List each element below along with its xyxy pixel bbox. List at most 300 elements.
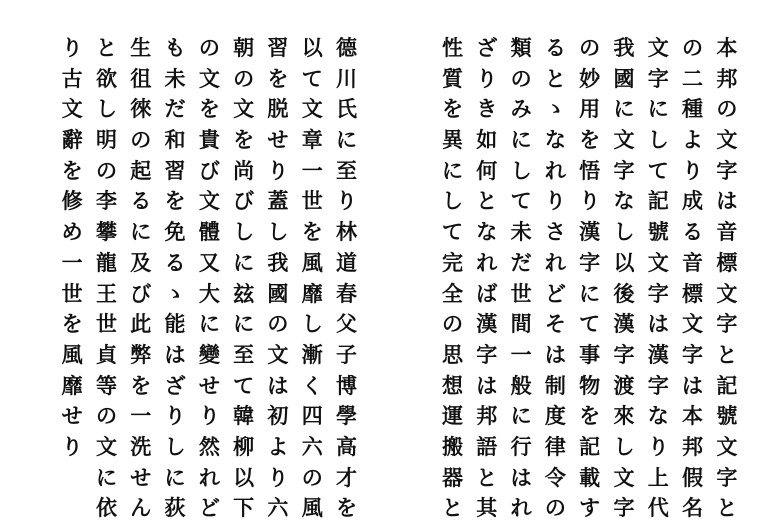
- character: 音: [716, 219, 738, 245]
- character: は: [164, 341, 186, 367]
- character: 等: [95, 372, 117, 398]
- character: に: [95, 464, 117, 490]
- character: を: [301, 219, 323, 245]
- character: に: [164, 464, 186, 490]
- character: 林: [336, 219, 358, 245]
- character: 古: [61, 65, 83, 91]
- character: も: [164, 35, 186, 60]
- character: 字: [647, 372, 669, 398]
- character: と: [716, 341, 738, 367]
- character: を: [579, 403, 601, 429]
- character: 文: [233, 96, 255, 122]
- character: 字: [682, 341, 704, 367]
- character: 風: [61, 341, 83, 367]
- character: に: [647, 96, 669, 122]
- character: し: [441, 188, 463, 214]
- character: の: [301, 464, 323, 490]
- character: め: [61, 219, 83, 245]
- character: 大: [198, 280, 220, 306]
- character: し: [613, 219, 635, 245]
- character: を: [61, 157, 83, 183]
- character: 妙: [579, 65, 601, 91]
- character: 文: [716, 280, 738, 306]
- character: 如: [476, 127, 498, 153]
- character: れ: [544, 249, 566, 275]
- character: 後: [613, 280, 635, 306]
- character: 邦: [476, 403, 498, 429]
- character: 辭: [61, 127, 83, 153]
- character: て: [647, 157, 669, 183]
- character: 以: [301, 35, 323, 60]
- character: 文: [198, 188, 220, 214]
- character: 名: [682, 495, 704, 521]
- character: 文: [613, 127, 635, 153]
- character: 未: [164, 65, 186, 91]
- character: る: [164, 249, 186, 275]
- character: れ: [544, 157, 566, 183]
- character: な: [613, 188, 635, 214]
- character: に: [336, 127, 358, 153]
- character: り: [336, 188, 358, 214]
- character: 邦: [716, 65, 738, 91]
- character: 脱: [267, 96, 289, 122]
- character: 二: [682, 65, 704, 91]
- character: の: [544, 495, 566, 521]
- character: と: [544, 65, 566, 91]
- character: 來: [613, 403, 635, 429]
- character: を: [233, 127, 255, 153]
- character: は: [544, 341, 566, 367]
- character: し: [301, 311, 323, 337]
- character: び: [233, 188, 255, 214]
- character: 文: [95, 433, 117, 459]
- character: り: [267, 157, 289, 183]
- character: く: [301, 372, 323, 398]
- character: 漢: [579, 219, 601, 245]
- text-column: [675, 33, 709, 524]
- character: 用: [579, 96, 601, 122]
- character: り: [61, 35, 83, 60]
- character: の: [716, 96, 738, 122]
- character: し: [613, 433, 635, 459]
- character: ど: [198, 495, 220, 521]
- character: を: [579, 127, 601, 153]
- character: 免: [164, 219, 186, 245]
- character: 物: [579, 372, 601, 398]
- character: な: [647, 403, 669, 429]
- character: 柳: [233, 433, 255, 459]
- character: 貴: [198, 127, 220, 153]
- character: は: [647, 311, 669, 337]
- character: 靡: [301, 280, 323, 306]
- character: 徂: [130, 65, 152, 91]
- character: 變: [198, 341, 220, 367]
- character: 下: [233, 495, 255, 521]
- character: 文: [647, 35, 669, 60]
- character: 一: [61, 249, 83, 275]
- character: の: [441, 311, 463, 337]
- character: を: [267, 65, 289, 91]
- text-column: [329, 33, 363, 524]
- character: 生: [130, 35, 152, 60]
- character: 初: [267, 403, 289, 429]
- character: 體: [198, 219, 220, 245]
- character: 記: [579, 433, 601, 459]
- text-column: [573, 33, 607, 524]
- character: は: [510, 464, 532, 490]
- character: み: [510, 96, 532, 122]
- character: せ: [198, 372, 220, 398]
- character: の: [130, 127, 152, 153]
- character: ざ: [164, 372, 186, 398]
- character: は: [716, 188, 738, 214]
- character: 未: [510, 219, 532, 245]
- character: 字: [613, 495, 635, 521]
- character: は: [267, 372, 289, 398]
- character: 文: [301, 96, 323, 122]
- character: よ: [267, 433, 289, 459]
- character: し: [95, 96, 117, 122]
- character: 徠: [130, 96, 152, 122]
- character: 才: [336, 464, 358, 490]
- character: 制: [544, 372, 566, 398]
- text-column: [504, 33, 538, 524]
- character: 全: [441, 280, 463, 306]
- character: 文: [647, 249, 669, 275]
- character: 六: [267, 495, 289, 521]
- character: の: [510, 65, 532, 91]
- character: ゝ: [164, 280, 186, 306]
- character: 度: [544, 403, 566, 429]
- character: 德: [336, 35, 358, 60]
- character: 運: [441, 403, 463, 429]
- character: 一: [130, 403, 152, 429]
- character: 字: [647, 65, 669, 91]
- text-column: [538, 33, 572, 524]
- character: 氏: [336, 96, 358, 122]
- character: を: [61, 311, 83, 337]
- character: に: [233, 249, 255, 275]
- character: 思: [441, 341, 463, 367]
- character: 器: [441, 464, 463, 490]
- character: に: [579, 280, 601, 306]
- character: 修: [61, 188, 83, 214]
- character: 號: [716, 403, 738, 429]
- character: 道: [336, 249, 358, 275]
- character: 李: [95, 188, 117, 214]
- character: 明: [95, 127, 117, 153]
- character: る: [544, 35, 566, 60]
- character: 類: [510, 35, 532, 60]
- character: の: [95, 403, 117, 429]
- text-column: [158, 33, 192, 524]
- character: 習: [267, 35, 289, 60]
- character: 貞: [95, 341, 117, 367]
- character: り: [647, 433, 669, 459]
- character: 世: [301, 188, 323, 214]
- character: 標: [682, 280, 704, 306]
- character: は: [476, 372, 498, 398]
- character: を: [130, 372, 152, 398]
- character: し: [164, 433, 186, 459]
- character: し: [510, 157, 532, 183]
- character: 高: [336, 433, 358, 459]
- character: 標: [716, 249, 738, 275]
- character: 字: [716, 157, 738, 183]
- character: 川: [336, 65, 358, 91]
- character: し: [647, 127, 669, 153]
- character: れ: [510, 495, 532, 521]
- character: 本: [716, 35, 738, 60]
- character: 般: [510, 372, 532, 398]
- character: の: [579, 35, 601, 60]
- character: り: [61, 433, 83, 459]
- character: れ: [198, 464, 220, 490]
- character: 風: [301, 249, 323, 275]
- character: り: [544, 188, 566, 214]
- character: は: [682, 372, 704, 398]
- character: そ: [544, 311, 566, 337]
- character: と: [716, 495, 738, 521]
- character: の: [682, 35, 704, 60]
- character: 行: [510, 433, 532, 459]
- character: さ: [544, 219, 566, 245]
- character: を: [336, 495, 358, 521]
- character: 此: [130, 311, 152, 337]
- text-column: [641, 33, 675, 524]
- character: 文: [682, 311, 704, 337]
- right-text-block: [435, 0, 744, 521]
- character: 漢: [647, 341, 669, 367]
- character: 號: [647, 219, 669, 245]
- character: 及: [130, 249, 152, 275]
- character: ば: [476, 280, 498, 306]
- character: な: [476, 219, 498, 245]
- character: 文: [613, 464, 635, 490]
- character: 間: [510, 311, 532, 337]
- character: 種: [682, 96, 704, 122]
- character: 尚: [233, 157, 255, 183]
- character: 國: [613, 65, 635, 91]
- character: て: [441, 219, 463, 245]
- character: 字: [647, 280, 669, 306]
- character: 四: [301, 403, 323, 429]
- character: ん: [130, 495, 152, 521]
- character: 龍: [95, 249, 117, 275]
- character: ざ: [476, 35, 498, 60]
- character: り: [579, 188, 601, 214]
- character: 文: [267, 341, 289, 367]
- character: 字: [613, 341, 635, 367]
- character: 以: [613, 249, 635, 275]
- character: 文: [198, 65, 220, 91]
- character: 依: [95, 495, 117, 521]
- character: 渡: [613, 372, 635, 398]
- character: 律: [544, 433, 566, 459]
- character: り: [476, 65, 498, 91]
- character: き: [476, 96, 498, 122]
- character: の: [233, 65, 255, 91]
- character: せ: [61, 403, 83, 429]
- character: を: [441, 96, 463, 122]
- character: 至: [336, 157, 358, 183]
- character: 起: [130, 157, 152, 183]
- character: に: [613, 96, 635, 122]
- character: ゝ: [544, 96, 566, 122]
- character: の: [267, 311, 289, 337]
- character: よ: [682, 127, 704, 153]
- character: せ: [267, 127, 289, 153]
- character: れ: [476, 249, 498, 275]
- text-column: [226, 33, 260, 524]
- character: て: [510, 188, 532, 214]
- character: せ: [130, 464, 152, 490]
- character: 字: [613, 157, 635, 183]
- character: を: [164, 188, 186, 214]
- character: 國: [267, 280, 289, 306]
- character: 攀: [95, 219, 117, 245]
- character: 代: [647, 495, 669, 521]
- character: 記: [647, 188, 669, 214]
- character: 世: [95, 311, 117, 337]
- character: し: [233, 219, 255, 245]
- character: に: [233, 311, 255, 337]
- character: に: [510, 403, 532, 429]
- character: 成: [682, 188, 704, 214]
- character: 父: [336, 311, 358, 337]
- character: り: [267, 464, 289, 490]
- text-column: [710, 33, 744, 524]
- character: 世: [510, 280, 532, 306]
- text-column: [55, 33, 89, 463]
- character: に: [130, 219, 152, 245]
- character: 搬: [441, 433, 463, 459]
- text-column: [435, 33, 469, 524]
- character: 想: [441, 372, 463, 398]
- text-column: [470, 33, 504, 524]
- character: 王: [95, 280, 117, 306]
- character: 和: [164, 127, 186, 153]
- character: 字: [716, 464, 738, 490]
- character: に: [441, 157, 463, 183]
- character: 性: [441, 35, 463, 60]
- character: 然: [198, 433, 220, 459]
- character: る: [130, 188, 152, 214]
- character: 其: [476, 495, 498, 521]
- character: て: [233, 372, 255, 398]
- character: 弊: [130, 341, 152, 367]
- character: 記: [716, 372, 738, 398]
- character: 韓: [233, 403, 255, 429]
- character: 一: [510, 341, 532, 367]
- character: 何: [476, 157, 498, 183]
- character: し: [267, 219, 289, 245]
- character: 世: [61, 280, 83, 306]
- character: 章: [301, 127, 323, 153]
- character: と: [476, 188, 498, 214]
- character: て: [301, 65, 323, 91]
- character: と: [476, 464, 498, 490]
- character: 子: [336, 341, 358, 367]
- character: 本: [682, 403, 704, 429]
- character: 假: [682, 464, 704, 490]
- character: と: [441, 495, 463, 521]
- character: 漢: [613, 311, 635, 337]
- character: 字: [579, 249, 601, 275]
- character: ど: [544, 280, 566, 306]
- character: だ: [164, 96, 186, 122]
- character: 漸: [301, 341, 323, 367]
- character: 我: [267, 249, 289, 275]
- character: り: [164, 403, 186, 429]
- character: る: [682, 219, 704, 245]
- character: 事: [579, 341, 601, 367]
- text-column: [607, 33, 641, 524]
- character: 質: [441, 65, 463, 91]
- character: 異: [441, 127, 463, 153]
- character: 洗: [130, 433, 152, 459]
- character: び: [130, 280, 152, 306]
- character: と: [95, 35, 117, 60]
- character: に: [198, 311, 220, 337]
- character: 風: [301, 495, 323, 521]
- character: 至: [233, 341, 255, 367]
- character: な: [544, 127, 566, 153]
- text-column: [192, 33, 226, 524]
- character: に: [510, 127, 532, 153]
- character: 一: [301, 157, 323, 183]
- character: 悟: [579, 157, 601, 183]
- character: び: [198, 157, 220, 183]
- character: 又: [198, 249, 220, 275]
- character: 朝: [233, 35, 255, 60]
- character: 能: [164, 311, 186, 337]
- text-column: [261, 33, 295, 524]
- character: 令: [544, 464, 566, 490]
- text-column: [295, 33, 329, 524]
- character: の: [95, 157, 117, 183]
- character: り: [198, 403, 220, 429]
- character: 欲: [95, 65, 117, 91]
- text-column: [89, 33, 123, 524]
- character: 學: [336, 403, 358, 429]
- character: 以: [233, 464, 255, 490]
- left-text-block: [55, 0, 364, 521]
- character: 博: [336, 372, 358, 398]
- character: 荻: [164, 495, 186, 521]
- character: 邦: [682, 433, 704, 459]
- character: 習: [164, 157, 186, 183]
- character: を: [198, 96, 220, 122]
- character: 玆: [233, 280, 255, 306]
- character: 我: [613, 35, 635, 60]
- character: の: [198, 35, 220, 60]
- character: 上: [647, 464, 669, 490]
- character: だ: [510, 249, 532, 275]
- character: 蓋: [267, 188, 289, 214]
- character: 文: [716, 127, 738, 153]
- character: 完: [441, 249, 463, 275]
- character: 六: [301, 433, 323, 459]
- character: 漢: [476, 311, 498, 337]
- character: 字: [476, 341, 498, 367]
- character: て: [579, 311, 601, 337]
- character: 字: [716, 311, 738, 337]
- character: 文: [716, 433, 738, 459]
- character: す: [579, 495, 601, 521]
- character: 春: [336, 280, 358, 306]
- character: 音: [682, 249, 704, 275]
